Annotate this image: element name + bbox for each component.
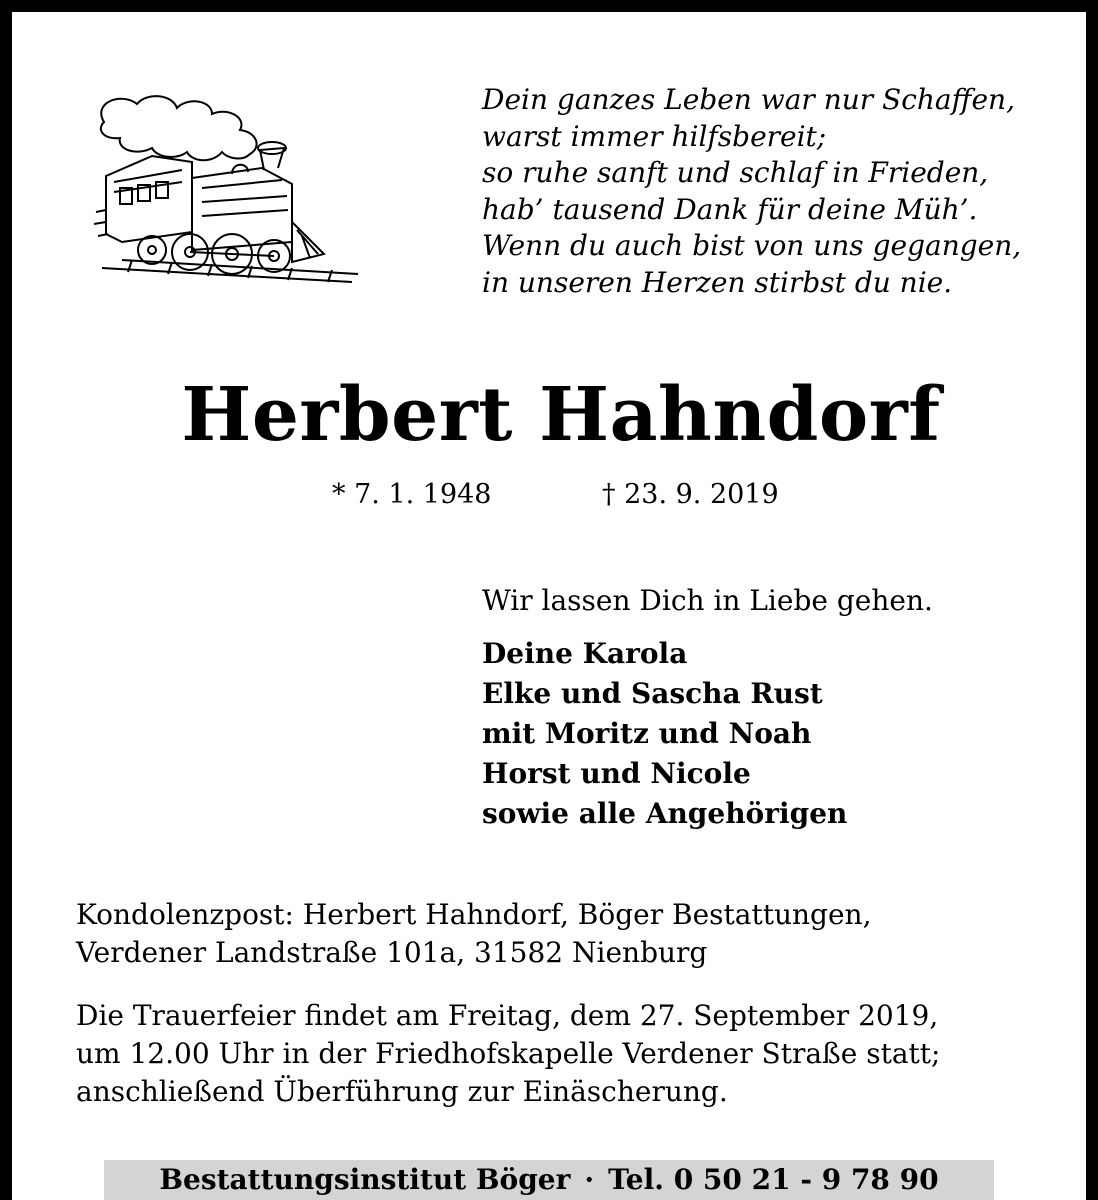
mourner: Elke und Sascha Rust [482, 677, 823, 710]
poem-line: warst immer hilfsbereit; [482, 119, 827, 153]
poem-line: Dein ganzes Leben war nur Schaffen, [482, 83, 1015, 116]
mourner: mit Moritz und Noah [482, 717, 812, 750]
footer-phone: Tel. 0 50 21 - 9 78 90 [608, 1163, 939, 1196]
condolence-line: Verdener Landstraße 101a, 31582 Nienburg [76, 936, 708, 969]
condolence-line: Kondolenzpost: Herbert Hahndorf, Böger Bestattungen, [76, 898, 872, 931]
death-date: † 23. 9. 2019 [602, 479, 779, 510]
condolence-address [76, 896, 1056, 972]
footer-separator: · [584, 1163, 595, 1196]
farewell-text: Wir lassen Dich in Liebe gehen. [482, 584, 933, 617]
poem-line: hab’ tausend Dank für deine Müh’. [482, 192, 978, 226]
funeral-line: anschließend Überführung zur Einäscherung. [76, 1075, 728, 1108]
funeral-line: um 12.00 Uhr in der Friedhofskapelle Verdener Straße statt; [76, 1037, 941, 1070]
steam-locomotive-icon [92, 92, 362, 292]
mourner: Deine Karola [482, 637, 688, 670]
funeral-line: Die Trauerfeier findet am Freitag, dem 27. September 2019, [76, 999, 939, 1032]
poem-line: Wenn du auch bist von uns gegangen, [482, 229, 1022, 262]
poem [482, 82, 1082, 301]
funeral-notice [76, 997, 1056, 1111]
birth-date: * 7. 1. 1948 [332, 479, 492, 510]
mourner: Horst und Nicole [482, 757, 751, 790]
footer-institute: Bestattungsinstitut Böger [159, 1163, 571, 1196]
mourner: sowie alle Angehörigen [482, 797, 848, 830]
poem-line: in unseren Herzen stirbst du nie. [482, 265, 953, 299]
deceased-name: Herbert Hahndorf [181, 372, 941, 458]
poem-line: so ruhe sanft und schlaf in Frieden, [482, 156, 989, 189]
footer-bar [104, 1160, 994, 1200]
mourners-list [482, 634, 847, 834]
